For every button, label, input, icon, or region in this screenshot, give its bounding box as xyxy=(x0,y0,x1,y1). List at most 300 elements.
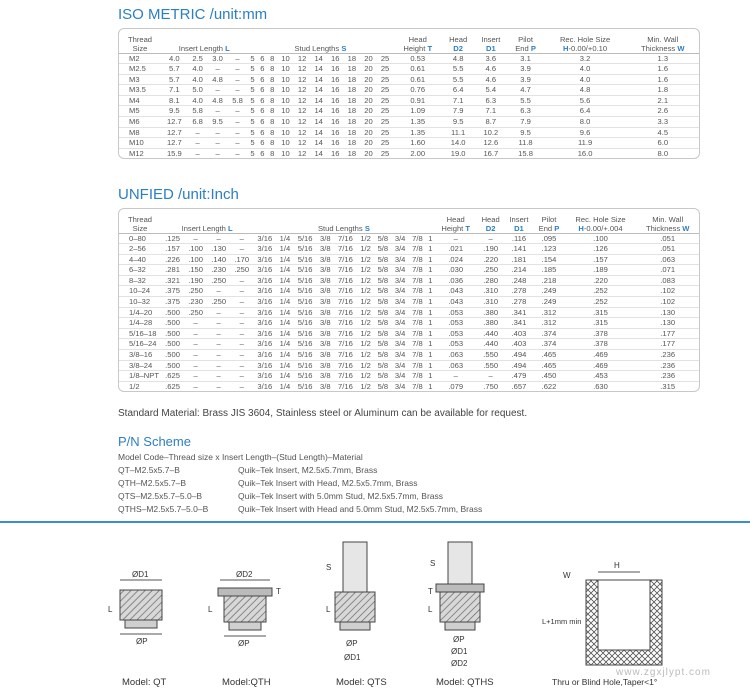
svg-text:ØP: ØP xyxy=(346,639,358,648)
table-cell: 16 xyxy=(327,127,344,138)
table-cell: 5 xyxy=(248,148,258,158)
table-cell: .278 xyxy=(505,286,534,297)
table-cell: 6 xyxy=(257,64,267,75)
table-cell: .095 xyxy=(533,233,564,244)
table-cell: .500 xyxy=(161,350,184,361)
table-cell: – xyxy=(207,381,230,391)
svg-text:L: L xyxy=(208,605,213,614)
table-cell: 6 xyxy=(257,127,267,138)
table-cell: .125 xyxy=(161,233,184,244)
table-cell: M5 xyxy=(119,106,161,117)
table-row xyxy=(119,233,699,244)
table-cell: .465 xyxy=(533,360,564,371)
table-cell: 8 xyxy=(267,138,277,149)
table-cell: 6.8 xyxy=(188,117,208,128)
table-cell: 25 xyxy=(377,74,394,85)
table-cell: 20 xyxy=(360,53,377,64)
table-cell: 1 xyxy=(426,286,435,297)
table-cell: 20 xyxy=(360,95,377,106)
table-cell: 5 xyxy=(248,106,258,117)
table-cell: .248 xyxy=(505,275,534,286)
table-cell: 12.7 xyxy=(161,138,188,149)
table-cell: 7/8 xyxy=(409,360,426,371)
table-cell: .154 xyxy=(533,254,564,265)
table-cell: .024 xyxy=(435,254,477,265)
table-cell: .341 xyxy=(505,318,534,329)
svg-text:ØD2: ØD2 xyxy=(451,659,468,668)
table-cell: M2 xyxy=(119,53,161,64)
svg-text:ØD1: ØD1 xyxy=(451,647,468,656)
table-cell: 12 xyxy=(294,127,311,138)
pn-row: QTH–M2.5x5.7–B Quik–Tek Insert with Head, M2.5x5.7mm, Brass xyxy=(118,478,418,488)
table-cell: .053 xyxy=(435,339,477,350)
svg-text:L: L xyxy=(428,605,433,614)
table-cell: 25 xyxy=(377,148,394,158)
table-cell: 8.0 xyxy=(544,117,627,128)
table-cell: 18 xyxy=(344,148,361,158)
table-cell: 3/8 xyxy=(317,244,334,255)
table-cell: 1/4 xyxy=(276,350,293,361)
table-cell: 5/16–24 xyxy=(119,339,161,350)
table-cell: – xyxy=(228,106,248,117)
table-cell: 3/16 xyxy=(253,265,276,276)
table-cell: 3/16 xyxy=(253,381,276,391)
table-cell: .043 xyxy=(435,286,477,297)
table-cell: 1/4 xyxy=(276,244,293,255)
table-row xyxy=(119,85,699,96)
table-cell: 9.5 xyxy=(508,127,544,138)
table-cell: 6 xyxy=(257,95,267,106)
table-cell: 10.2 xyxy=(474,127,507,138)
table-cell: .150 xyxy=(184,265,207,276)
table-cell: 1/2 xyxy=(119,381,161,391)
table-cell: .375 xyxy=(161,297,184,308)
table-cell: .500 xyxy=(161,307,184,318)
table-cell: 16 xyxy=(327,74,344,85)
table-cell: 4.0 xyxy=(544,64,627,75)
qts-diagram xyxy=(326,542,375,662)
table-cell: .226 xyxy=(161,254,184,265)
table-cell: – xyxy=(230,350,253,361)
table-cell: .500 xyxy=(161,318,184,329)
table-cell: 6 xyxy=(257,117,267,128)
table-cell: .102 xyxy=(636,297,699,308)
table-row xyxy=(119,318,699,329)
table-cell: 1/4–20 xyxy=(119,307,161,318)
table-cell: 6 xyxy=(257,85,267,96)
table-cell: 7/16 xyxy=(334,318,357,329)
table-cell: 7.1 xyxy=(442,95,474,106)
table-row xyxy=(119,307,699,318)
table-cell: 3.1 xyxy=(508,53,544,64)
table-cell: 5 xyxy=(248,95,258,106)
table-cell: 3/4 xyxy=(392,265,409,276)
table-cell: .252 xyxy=(565,297,637,308)
table-cell: 3/16 xyxy=(253,297,276,308)
table-cell: 8 xyxy=(267,106,277,117)
table-cell: 8 xyxy=(267,74,277,85)
table-cell: 12 xyxy=(294,53,311,64)
table-row xyxy=(119,254,699,265)
table-cell: .380 xyxy=(477,307,505,318)
table-cell: 1/2 xyxy=(357,286,374,297)
col-head-d2: Head D2 xyxy=(449,34,468,53)
table-cell: .236 xyxy=(636,371,699,382)
table-cell: .230 xyxy=(184,297,207,308)
table-cell: 4–40 xyxy=(119,254,161,265)
table-cell: 3/16 xyxy=(253,233,276,244)
table-cell: 18 xyxy=(344,64,361,75)
table-cell: 1 xyxy=(426,265,435,276)
table-cell: 3.9 xyxy=(508,74,544,85)
table-cell: 3/16 xyxy=(253,307,276,318)
table-cell: 5.4 xyxy=(474,85,507,96)
table-cell: 16 xyxy=(327,138,344,149)
table-cell: – xyxy=(228,53,248,64)
svg-text:W: W xyxy=(563,571,571,580)
table-cell: .083 xyxy=(636,275,699,286)
table-cell: 3.9 xyxy=(508,64,544,75)
table-cell: .100 xyxy=(184,254,207,265)
table-cell: 1/4 xyxy=(276,233,293,244)
table-cell: .312 xyxy=(533,307,564,318)
table-cell: 5 xyxy=(248,138,258,149)
table-cell: .403 xyxy=(505,339,534,350)
table-cell: 7/8 xyxy=(409,244,426,255)
table-cell: 4.0 xyxy=(161,53,188,64)
table-cell: 5/16 xyxy=(294,286,317,297)
table-cell: 14 xyxy=(310,148,327,158)
table-cell: 1/4 xyxy=(276,339,293,350)
table-cell: – xyxy=(230,233,253,244)
table-cell: .126 xyxy=(565,244,637,255)
table-cell: 8.7 xyxy=(474,117,507,128)
table-cell: 9.5 xyxy=(442,117,474,128)
table-cell: 18 xyxy=(344,106,361,117)
table-cell: 5/8 xyxy=(374,350,391,361)
table-cell: 5.5 xyxy=(442,74,474,85)
table-cell: 3.0 xyxy=(208,53,228,64)
table-cell: 6–32 xyxy=(119,265,161,276)
table-cell: 1/4 xyxy=(276,360,293,371)
table-cell: 4.0 xyxy=(188,74,208,85)
table-cell: 5.7 xyxy=(161,74,188,85)
table-cell: 3/8 xyxy=(317,371,334,382)
table-row xyxy=(119,339,699,350)
table-cell: .190 xyxy=(477,244,505,255)
qths-diagram xyxy=(428,542,484,668)
table-row xyxy=(119,350,699,361)
table-cell: – xyxy=(207,318,230,329)
table-cell: 4.0 xyxy=(544,74,627,85)
table-row xyxy=(119,360,699,371)
table-cell: 8 xyxy=(267,95,277,106)
table-cell: 7/16 xyxy=(334,371,357,382)
svg-text:T: T xyxy=(276,587,281,596)
table-cell: 1/4–28 xyxy=(119,318,161,329)
table-cell: 6.4 xyxy=(544,106,627,117)
table-cell: 3/16 xyxy=(253,371,276,382)
table-cell: .281 xyxy=(161,265,184,276)
table-cell: – xyxy=(208,127,228,138)
col-insert-length: Insert Length L xyxy=(178,43,230,53)
svg-text:ØD1: ØD1 xyxy=(344,653,361,662)
table-cell: 3/4 xyxy=(392,254,409,265)
table-cell: 6 xyxy=(257,106,267,117)
table-cell: 20 xyxy=(360,106,377,117)
svg-text:H: H xyxy=(614,561,620,570)
table-cell: 1/2 xyxy=(357,244,374,255)
table-cell: .321 xyxy=(161,275,184,286)
pn-row: QTS–M2.5x5.7–5.0–B Quik–Tek Insert with 5.0mm Stud, M2.5x5.7mm, Brass xyxy=(118,491,444,501)
table-cell: 7/16 xyxy=(334,381,357,391)
table-row xyxy=(119,244,699,255)
table-cell: .625 xyxy=(161,371,184,382)
table-cell: 15.8 xyxy=(508,148,544,158)
table-cell: 5/8 xyxy=(374,318,391,329)
table-cell: 1 xyxy=(426,233,435,244)
table-cell: – xyxy=(477,233,505,244)
table-cell: .625 xyxy=(161,381,184,391)
table-cell: – xyxy=(230,360,253,371)
table-cell: M2.5 xyxy=(119,64,161,75)
table-cell: .378 xyxy=(565,339,637,350)
table-cell: .230 xyxy=(207,265,230,276)
table-cell: .116 xyxy=(505,233,534,244)
table-cell: 7/16 xyxy=(334,350,357,361)
table-cell: 3/8 xyxy=(317,318,334,329)
table-cell: .130 xyxy=(207,244,230,255)
table-row xyxy=(119,148,699,158)
table-cell: 7/16 xyxy=(334,286,357,297)
table-cell: 7/16 xyxy=(334,244,357,255)
watermark: www.zgxjlypt.com xyxy=(616,667,711,678)
table-cell: 7.1 xyxy=(161,85,188,96)
table-cell: 0.91 xyxy=(393,95,442,106)
table-cell: 1.09 xyxy=(393,106,442,117)
table-cell: – xyxy=(207,328,230,339)
table-cell: 1 xyxy=(426,339,435,350)
table-cell: 10 xyxy=(277,85,294,96)
table-cell: 7/8 xyxy=(409,233,426,244)
table-cell: 1/2 xyxy=(357,328,374,339)
section-separator xyxy=(0,521,750,523)
table-cell: 18 xyxy=(344,138,361,149)
table-cell: 8.1 xyxy=(161,95,188,106)
table-cell: 5.0 xyxy=(188,85,208,96)
table-cell: 1/4 xyxy=(276,286,293,297)
table-cell: 1 xyxy=(426,318,435,329)
table-cell: – xyxy=(228,64,248,75)
table-cell: 5/16 xyxy=(294,350,317,361)
table-cell: .250 xyxy=(207,297,230,308)
table-cell: 15.9 xyxy=(161,148,188,158)
table-cell: 5/16 xyxy=(294,244,317,255)
table-cell: 14 xyxy=(310,127,327,138)
pn-row: QTHS–M2.5x5.7–5.0–B Quik–Tek Insert with Head and 5.0mm Stud, M2.5x5.7mm, Brass xyxy=(118,504,483,514)
table-cell: 2–56 xyxy=(119,244,161,255)
table-cell: M6 xyxy=(119,117,161,128)
table-row xyxy=(119,53,699,64)
svg-text:S: S xyxy=(430,559,436,568)
table-cell: 1/4 xyxy=(276,371,293,382)
table-cell: 18 xyxy=(344,85,361,96)
table-cell: – xyxy=(184,350,207,361)
table-cell: .374 xyxy=(533,328,564,339)
table-cell: .440 xyxy=(477,339,505,350)
table-cell: 3/4 xyxy=(392,233,409,244)
table-cell: 1/4 xyxy=(276,307,293,318)
table-cell: 7/16 xyxy=(334,328,357,339)
table-cell: .177 xyxy=(636,339,699,350)
table-cell: 3/8 xyxy=(317,254,334,265)
table-cell: 1/4 xyxy=(276,328,293,339)
table-cell: 6 xyxy=(257,148,267,158)
table-cell: 25 xyxy=(377,64,394,75)
material-note: Standard Material: Brass JIS 3604, Stainless steel or Aluminum can be available for request. xyxy=(118,408,528,419)
table-cell: .053 xyxy=(435,318,477,329)
col-stud-lengths: Stud Lengths S xyxy=(317,223,370,233)
table-cell: 2.1 xyxy=(627,95,699,106)
table-cell: – xyxy=(435,371,477,382)
table-cell: 8 xyxy=(267,148,277,158)
table-cell: .310 xyxy=(477,297,505,308)
table-cell: 12.6 xyxy=(474,138,507,149)
table-cell: – xyxy=(184,233,207,244)
table-cell: 1/2 xyxy=(357,275,374,286)
table-cell: .378 xyxy=(565,328,637,339)
table-cell: .500 xyxy=(161,360,184,371)
table-cell: 1/2 xyxy=(357,254,374,265)
table-cell: .310 xyxy=(477,286,505,297)
table-cell: 5.8 xyxy=(228,95,248,106)
col-head-height: Head Height T xyxy=(403,34,433,53)
table-cell: 6.3 xyxy=(508,106,544,117)
table-cell: – xyxy=(207,339,230,350)
table-cell: – xyxy=(477,371,505,382)
table-cell: – xyxy=(230,297,253,308)
table-cell: 12.7 xyxy=(161,127,188,138)
table-cell: 3/16 xyxy=(253,328,276,339)
table-cell: 5 xyxy=(248,127,258,138)
table-cell: 1 xyxy=(426,254,435,265)
table-cell: 11.9 xyxy=(544,138,627,149)
table-cell: – xyxy=(228,138,248,149)
table-cell: 16 xyxy=(327,53,344,64)
qth-diagram xyxy=(208,570,281,648)
table-cell: 8 xyxy=(267,127,277,138)
table-cell: – xyxy=(230,286,253,297)
table-cell: – xyxy=(228,127,248,138)
table-cell: 7.9 xyxy=(442,106,474,117)
table-cell: .469 xyxy=(565,360,637,371)
table-cell: 8 xyxy=(267,85,277,96)
table-cell: 5/16 xyxy=(294,371,317,382)
table-cell: 5/16–18 xyxy=(119,328,161,339)
table-cell: 8 xyxy=(267,117,277,128)
table-cell: 5 xyxy=(248,117,258,128)
table-cell: 7/16 xyxy=(334,339,357,350)
table-cell: 5.5 xyxy=(508,95,544,106)
table-cell: 7/8 xyxy=(409,275,426,286)
table-cell: 16 xyxy=(327,85,344,96)
table-cell: 1/2 xyxy=(357,339,374,350)
table-cell: .100 xyxy=(565,233,637,244)
table-cell: 10 xyxy=(277,64,294,75)
table-row xyxy=(119,297,699,308)
caption-qt: Model: QT xyxy=(122,677,167,688)
table-cell: 1/2 xyxy=(357,318,374,329)
table-cell: 5/16 xyxy=(294,265,317,276)
table-cell: 1/8–NPT xyxy=(119,371,161,382)
table-cell: 1/4 xyxy=(276,297,293,308)
col-head-d2: Head D2 xyxy=(481,214,500,233)
table-cell: .140 xyxy=(207,254,230,265)
table-cell: 3/8 xyxy=(317,265,334,276)
col-min-wall: Min. Wall Thickness W xyxy=(645,214,690,233)
table-cell: 3/16 xyxy=(253,350,276,361)
table-cell: .021 xyxy=(435,244,477,255)
table-cell: 1.6 xyxy=(627,74,699,85)
iso-title: ISO METRIC /unit:mm xyxy=(118,6,268,23)
col-rec-hole: Rec. Hole Size H-0.00/+.004 xyxy=(575,214,626,233)
table-cell: 0.61 xyxy=(393,74,442,85)
table-cell: 1 xyxy=(426,371,435,382)
table-cell: – xyxy=(184,381,207,391)
table-cell: 25 xyxy=(377,95,394,106)
table-cell: – xyxy=(208,64,228,75)
table-cell: 9.5 xyxy=(208,117,228,128)
caption-qts: Model: QTS xyxy=(336,677,387,688)
table-cell: .249 xyxy=(533,297,564,308)
table-cell: .063 xyxy=(636,254,699,265)
table-cell: .100 xyxy=(184,244,207,255)
table-cell: 5/8 xyxy=(374,371,391,382)
table-cell: 5 xyxy=(248,85,258,96)
caption-qth: Model:QTH xyxy=(222,677,271,688)
table-cell: 18 xyxy=(344,117,361,128)
svg-text:L: L xyxy=(326,605,331,614)
table-cell: .030 xyxy=(435,265,477,276)
table-cell: – xyxy=(230,307,253,318)
table-cell: 5.8 xyxy=(188,106,208,117)
table-cell: 14 xyxy=(310,85,327,96)
table-cell: 1/4 xyxy=(276,381,293,391)
table-cell: 5.6 xyxy=(544,95,627,106)
table-cell: 16.0 xyxy=(544,148,627,158)
table-cell: 0.53 xyxy=(393,53,442,64)
table-cell: 7/8 xyxy=(409,297,426,308)
table-cell: .157 xyxy=(565,254,637,265)
table-cell: 1/4 xyxy=(276,254,293,265)
col-insert-d1: Insert D1 xyxy=(509,214,529,233)
table-cell: 2.6 xyxy=(627,106,699,117)
table-cell: .750 xyxy=(477,381,505,391)
table-cell: 25 xyxy=(377,138,394,149)
table-cell: 5/16 xyxy=(294,360,317,371)
table-cell: 10 xyxy=(277,53,294,64)
table-cell: 7/16 xyxy=(334,254,357,265)
table-cell: 2.00 xyxy=(393,148,442,158)
table-cell: .170 xyxy=(230,254,253,265)
table-cell: – xyxy=(228,117,248,128)
table-cell: 5.5 xyxy=(442,64,474,75)
table-cell: .214 xyxy=(505,265,534,276)
table-cell: 1/4 xyxy=(276,318,293,329)
table-cell: 1/2 xyxy=(357,360,374,371)
svg-text:S: S xyxy=(326,563,332,572)
svg-text:ØD2: ØD2 xyxy=(236,570,253,579)
